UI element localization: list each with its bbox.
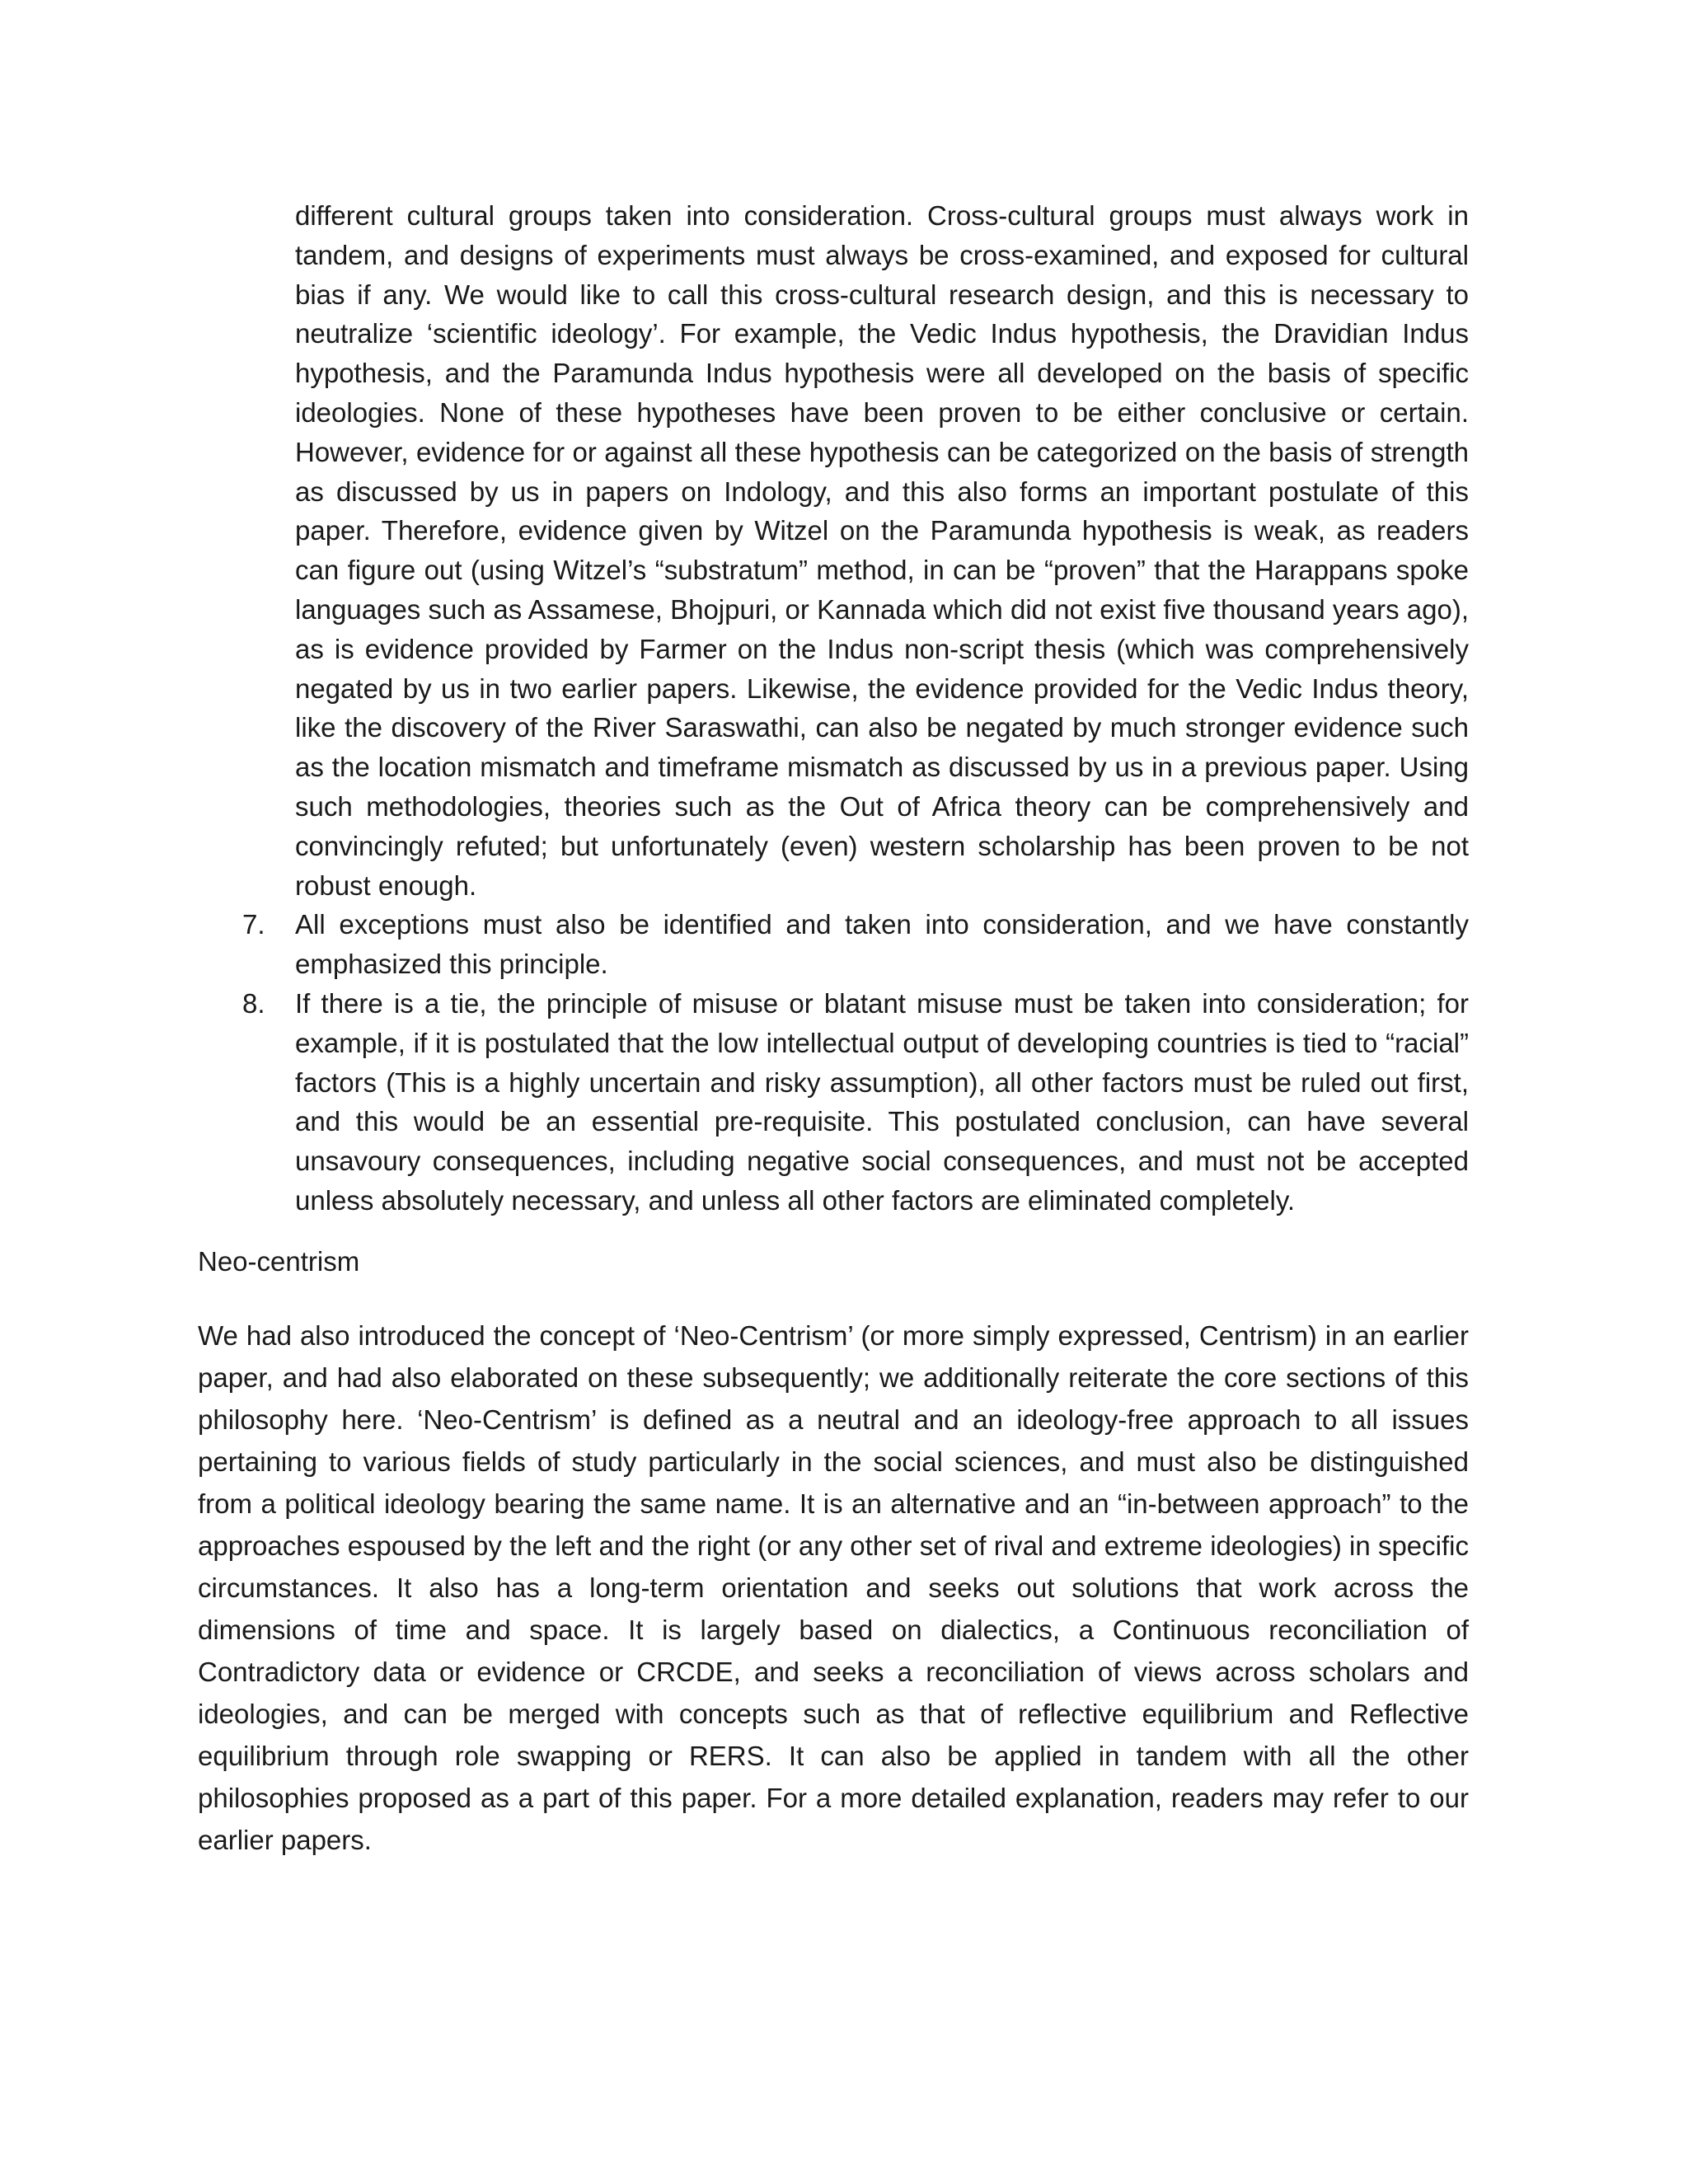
section-heading: Neo-centrism bbox=[198, 1245, 360, 1277]
list-item-number: 8. bbox=[242, 987, 265, 1019]
continued-paragraph: different cultural groups taken into consideration. Cross-cultural groups must always work in tandem, and designs of experiments must always be cross-examined, and exposed for cultural bias if any. We would like to call this cross-cultural research design, and this is necessary to neutralize ‘scientific ideology’. For example, the Vedic Indus hypothesis, the Dravidian Indus hypothesis, and the Paramunda Indus hypothesis were all developed on the basis of specific ideologies. None of these hypotheses have been proven to be either conclusive or certain. However, evidence for or against all these hypothesis can be categorized on the basis of strength as discussed by us in papers on Indology, and this also forms an important postulate of this paper. Therefore, evidence given by Witzel on the Paramunda hypothesis is weak, as readers can figure out (using Witzel’s “substratum” method, in can be “proven” that the Harappans spoke languages such as Assamese, Bhojpuri, or Kannada which did not exist five thousand years ago), as is evidence provided by Farmer on the Indus non-script thesis (which was comprehensively negated by us in two earlier papers. Likewise, the evidence provided for the Vedic Indus theory, like the discovery of the River Saraswathi, can also be negated by much stronger evidence such as the location mismatch and timeframe mismatch as discussed by us in a previous paper. Using such methodologies, theories such as the Out of Africa theory can be comprehensively and convincingly refuted; but unfortunately (even) western scholarship has been proven to be not robust enough. bbox=[295, 200, 1469, 901]
list-item-number: 7. bbox=[242, 909, 265, 940]
list-item bbox=[198, 905, 1469, 984]
list-item-text: If there is a tie, the principle of misuse or blatant misuse must be taken into consideration; for example, if it is postulated that the low intellectual output of developing countries is tied to “racial” factors (This is a highly uncertain and risky assumption), all other factors must be ruled out first, and this would be an essential pre-requisite. This postulated conclusion, can have several unsavoury consequences, including negative social consequences, and must not be accepted unless absolutely necessary, and unless all other factors are eliminated completely. bbox=[295, 987, 1469, 1216]
numbered-list bbox=[198, 905, 1469, 1220]
list-item bbox=[198, 984, 1469, 1221]
list-item-text: All exceptions must also be identified and taken into consideration, and we have constantly emphasized this principle. bbox=[295, 909, 1469, 980]
section-paragraph: We had also introduced the concept of ‘Neo-Centrism’ (or more simply expressed, Centrism) in an earlier paper, and had also elaborated on these subsequently; we additionally reiterate the core sections of this philosophy here. ‘Neo-Centrism’ is defined as a neutral and an ideology-free approach to all issues pertaining to various fields of study particularly in the social sciences, and must also be distinguished from a political ideology bearing the same name. It is an alternative and an “in-between approach” to the approaches espoused by the left and the right (or any other set of rival and extreme ideologies) in specific circumstances. It also has a long-term orientation and seeks out solutions that work across the dimensions of time and space. It is largely based on dialectics, a Continuous reconciliation of Contradictory data or evidence or CRCDE, and seeks a reconciliation of views across scholars and ideologies, and can be merged with concepts such as that of reflective equilibrium and Reflective equilibrium through role swapping or RERS. It can also be applied in tandem with all the other philosophies proposed as a part of this paper. For a more detailed explanation, readers may refer to our earlier papers. bbox=[198, 1319, 1469, 1855]
page-content bbox=[198, 196, 1469, 1861]
